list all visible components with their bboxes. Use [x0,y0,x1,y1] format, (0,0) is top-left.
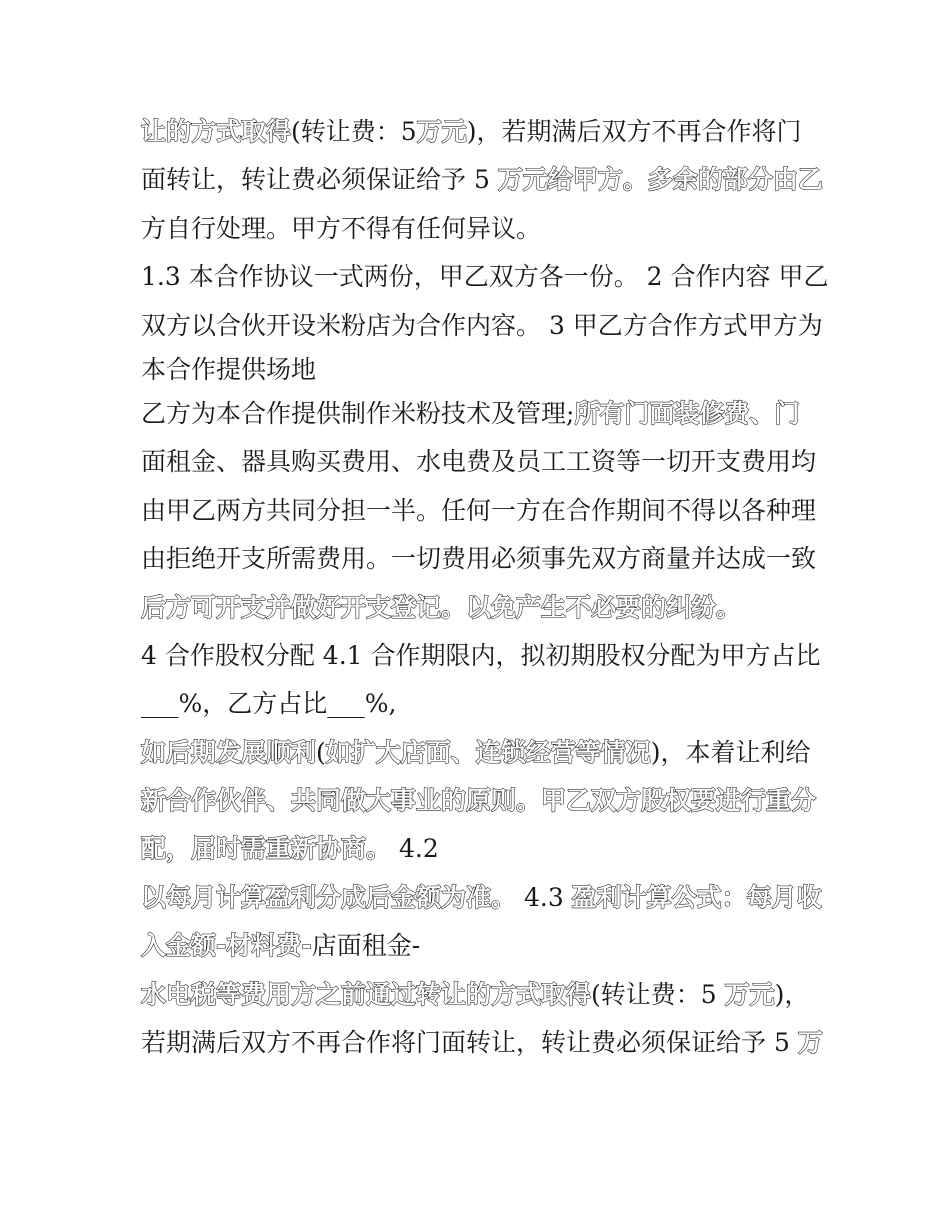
text-line [141,825,821,873]
outlined-text-segment: 盈利计算公式：每月收 [571,882,822,912]
text-line [141,253,829,301]
document-body [141,108,829,1067]
outlined-text-segment: 如扩大店面、连锁经营等情况 [325,737,651,767]
outlined-text-segment: 万 [797,1028,823,1058]
text-segment: ( [316,737,326,767]
outlined-text-segment: 所有门面装修费、门 [574,398,800,428]
outlined-text-segment: 后方可开支并做好开支登记。以免产生不必要的纠纷。 [141,592,742,622]
text-segment: 本合作提供场地 [141,354,317,384]
text-line [141,350,821,390]
text-segment: 若期满后双方不再合作将门面转让，转让费必须保证给予 5 [141,1028,798,1058]
text-segment: 方自行处理。甲方不得有任何异议。 [141,213,542,243]
text-segment: 由拒绝开支所需费用。一切费用必须事先双方商量并达成一致 [141,544,817,574]
text-line [141,205,821,253]
text-line [141,922,821,970]
outlined-text-segment: 以每月计算盈利分成后金额为准。 [141,882,517,912]
outlined-text-segment: 入金额-材料费- [141,931,312,961]
text-segment: 面转让，转让费必须保证给予 5 [141,165,498,195]
text-line [141,535,821,583]
text-line [141,874,821,922]
outlined-text-segment: 万元 [416,117,467,146]
text-line [141,108,821,156]
text-line [141,632,821,680]
outlined-text-segment: 万元 [724,979,775,1009]
outlined-text-segment: 新合作伙伴、共同做大事业的原则。甲乙双方股权要进行重分 [141,786,817,816]
text-line [141,777,821,825]
text-line [141,680,821,728]
text-segment: 店面租金- [311,931,421,961]
text-segment: 1.3 本合作协议一式两份，甲乙双方各一份。 2 合作内容 甲乙 [141,262,829,292]
text-segment: 双方以合伙开设米粉店为合作内容。 3 甲乙方合作方式甲方为 [141,310,823,340]
outlined-text-segment: 配，届时需重新协商。 [141,834,392,864]
text-line [141,390,821,438]
text-segment: )，若期满后双方不再合作将门 [466,117,802,146]
text-segment: )，本着让利给 [650,737,811,767]
text-line [141,487,821,535]
text-segment: ___%，乙方占比___%, [141,689,397,719]
text-segment: 乙方为本合作提供制作米粉技术及管理; [141,398,575,428]
text-segment: 由甲乙两方共同分担一半。任何一方在合作期间不得以各种理 [141,495,817,525]
text-line [141,729,821,777]
text-line [141,1019,821,1067]
text-segment: 4.2 [391,834,439,864]
text-line [141,438,821,486]
text-segment: )， [774,979,810,1009]
text-segment: 面租金、器具购买费用、水电费及员工工资等一切开支费用均 [141,447,817,477]
outlined-text-segment: 万元给甲方。多余的部分由乙 [497,165,823,195]
outlined-text-segment: 水电税等费用方之前通过转让的方式取得 [141,979,592,1009]
text-line [141,584,821,632]
text-segment: 4.3 [516,882,572,912]
text-line [141,302,821,350]
text-segment: 4 合作股权分配 4.1 合作期限内，拟初期股权分配为甲方占比 [141,640,821,670]
outlined-text-segment: 如后期发展顺利 [141,737,317,767]
text-line [141,971,821,1019]
text-segment: (转让费：5 [591,979,725,1009]
text-segment: (转让费：5 [291,117,417,146]
outlined-text-segment: 让的方式取得 [141,117,292,146]
text-line [141,156,821,204]
